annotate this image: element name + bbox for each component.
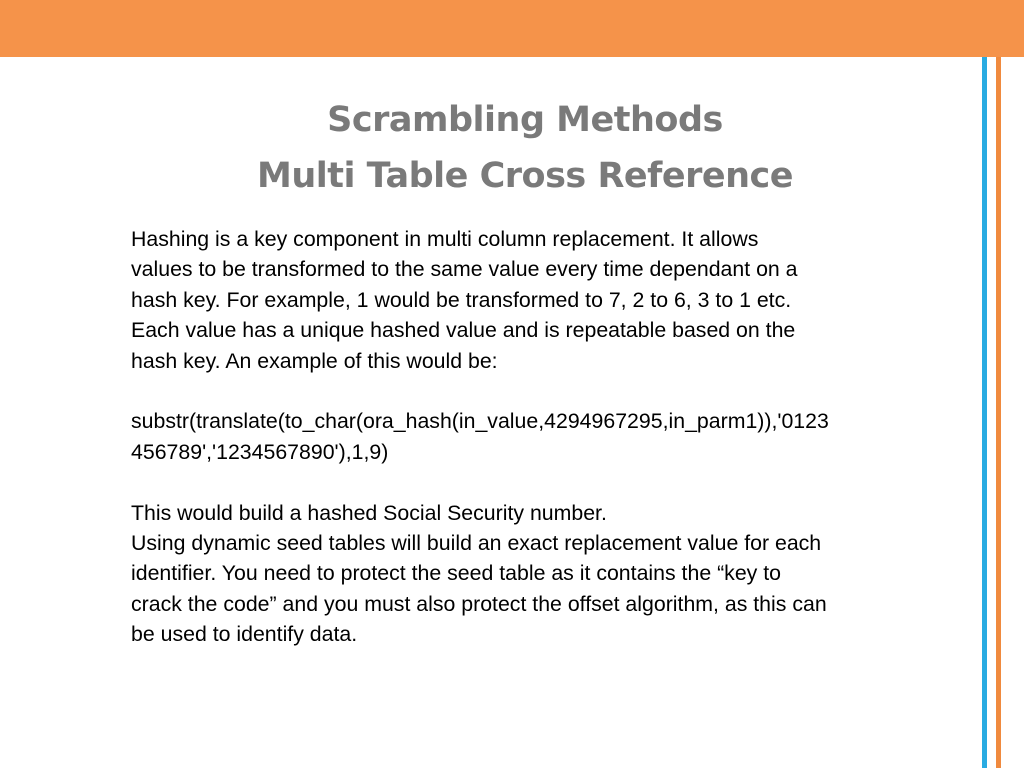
code-line: substr(translate(to_char(ora_hash(in_value,4294967295,in_parm1)),'0123 <box>131 409 829 434</box>
slide-body <box>131 224 981 650</box>
slide-title <box>130 92 920 204</box>
body-line: Using dynamic seed tables will build an exact replacement value for each <box>131 531 822 556</box>
paragraph-gap <box>131 467 981 497</box>
title-line-1: Scrambling Methods <box>327 100 723 140</box>
body-line: hash key. For example, 1 would be transformed to 7, 2 to 6, 3 to 1 etc. <box>131 287 792 312</box>
top-band <box>0 0 1024 57</box>
accent-line-orange <box>996 57 1001 768</box>
code-line: 456789','1234567890'),1,9) <box>131 439 389 464</box>
body-line: Hashing is a key component in multi column replacement. It allows <box>131 227 759 251</box>
accent-line-blue <box>982 57 987 768</box>
body-line: identifier. You need to protect the seed table as it contains the “key to <box>131 561 781 586</box>
body-line: be used to identify data. <box>131 622 358 647</box>
body-line: Each value has a unique hashed value and is repeatable based on the <box>131 318 796 343</box>
paragraph-gap <box>131 376 981 406</box>
body-line: values to be transformed to the same value every time dependant on a <box>131 257 798 282</box>
body-line: This would build a hashed Social Security number. <box>131 500 607 525</box>
body-line: hash key. An example of this would be: <box>131 348 498 373</box>
body-line: crack the code” and you must also protect the offset algorithm, as this can <box>131 591 827 616</box>
title-line-2: Multi Table Cross Reference <box>256 156 793 196</box>
